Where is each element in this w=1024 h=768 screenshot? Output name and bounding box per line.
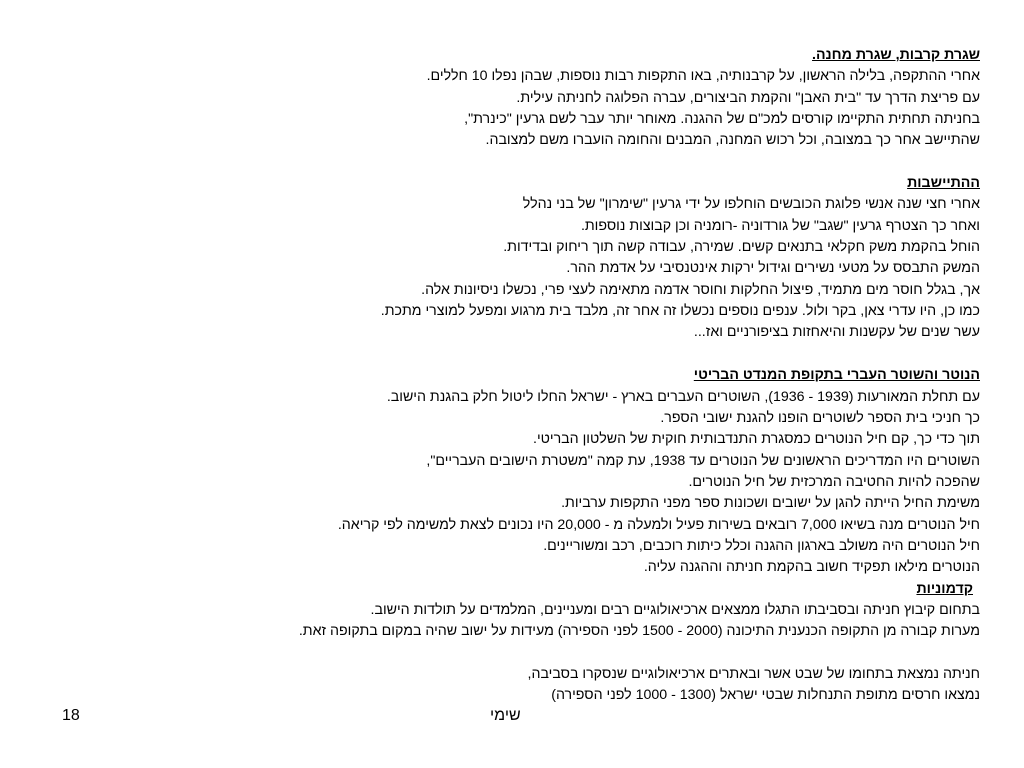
spacer xyxy=(100,643,980,664)
text-line: המשק התבסס על מטעי נשירים וגידול ירקות אינטנסיבי על אדמת ההר. xyxy=(566,260,980,277)
text-line: בחניתה תחתית התקיימו קורסים למכ"ם של ההגנה. מאוחר יותר עבר לשם גרעין "כינרת", xyxy=(464,111,980,128)
text-line: מערות קבורה מן התקופה הכנענית התיכונה (2000 - 1500 לפני הספירה) מעידות על ישוב שהיה במקום בתקופה זאת. xyxy=(298,623,980,640)
text-line: חניתה נמצאת בתחומו של שבט אשר ובאתרים ארכיאולוגיים שנסקרו בסביבה, xyxy=(527,665,980,682)
text-line: חיל הנוטרים היה משולב בארגון ההגנה וכלל כיתות רוכבים, רכב ומשוריינים. xyxy=(543,537,980,554)
text-line: הנוטרים מילאו תפקיד חשוב בהקמת חניתה וההגנה עליה. xyxy=(643,559,980,576)
text-line: נמצאו חרסים מתופת התנחלות שבטי ישראל (1300 - 1000 לפני הספירה) xyxy=(551,687,980,704)
text-line: חיל הנוטרים מנה בשיאו 7,000 רובאים בשירות פעיל ולמעלה מ - 20,000 היו נכונים לצאת למשימה לפי קריאה. xyxy=(337,516,980,533)
text-line: עם פריצת הדרך עד "בית האבן" והקמת הביצורים, עברה הפלוגה לחניתה עילית. xyxy=(516,89,980,106)
text-line: כך חניכי בית הספר לשוטרים הופנו להגנת ישובי הספר. xyxy=(660,409,980,426)
text-line: אך, בגלל חוסר מים מתמיד, פיצול החלקות וחוסר אדמה מתאימה לעצי פרי, נכשלו ניסיונות אלה. xyxy=(421,281,980,298)
text-line: שהפכה להיות החטיבה המרכזית של חיל הנוטרים. xyxy=(688,473,980,490)
document-body xyxy=(100,45,980,707)
text-line: השוטרים היו המדריכים הראשונים של הנוטרים עד 1938, עת קמה "משטרת הישובים העבריים", xyxy=(426,452,980,469)
section-heading-settlement: ההתיישבות xyxy=(907,175,980,192)
text-line: שהתיישב אחר כך במצובה, וכל רכוש המחנה, המבנים והחומה הועברו משם למצובה. xyxy=(485,132,980,149)
text-line: תוך כדי כך, קם חיל הנוטרים כמסגרת התנדבותית חוקית של השלטון הבריטי. xyxy=(533,431,980,448)
text-line: עם תחלת המאורעות (1939 - 1936), השוטרים העברים בארץ - ישראל החלו ליטול חלק בהגנת הישוב. xyxy=(386,388,980,405)
text-line: עשר שנים של עקשנות והיאחזות בציפורניים ואז... xyxy=(693,324,980,341)
text-line: הוחל בהקמת משק חקלאי בתנאים קשים. שמירה, עבודה קשה תוך ריחוק ובדידות. xyxy=(503,239,980,256)
text-line: כמו כן, היו עדרי צאן, בקר ולול. ענפים נוספים נכשלו זה אחר זה, מלבד בית מרגוע ומפעל למוצרי מתכת. xyxy=(380,303,980,320)
footer-author-name: שימי xyxy=(490,707,521,724)
section-heading-antiquities: קדמוניות xyxy=(916,580,973,597)
text-line: אחרי חצי שנה אנשי פלוגת הכובשים הוחלפו על ידי גרעין "שימרון" של בני נהלל xyxy=(522,196,980,213)
text-line: ואחר כך הצטרף גרעין "שגב" של גורדוניה -רומניה וכן קבוצות נוספות. xyxy=(580,217,980,234)
text-line: משימת החיל הייתה להגן על ישובים ושכונות ספר מפני התקפות ערביות. xyxy=(561,495,980,512)
spacer xyxy=(100,344,980,365)
page-number: 18 xyxy=(62,707,80,724)
text-line: אחרי ההתקפה, בלילה הראשון, על קרבנותיה, באו התקפות רבות נוספות, שבהן נפלו 10 חללים. xyxy=(426,68,980,85)
text-line: בתחום קיבוץ חניתה ובסביבתו התגלו ממצאים ארכיאולוגיים רבים ומעניינים, המלמדים על תולדות הישוב. xyxy=(370,601,980,618)
spacer xyxy=(100,152,980,173)
section-heading-camp-routine: שגרת קרבות, שגרת מחנה. xyxy=(812,47,980,63)
section-heading-notrim: הנוטר והשוטר העברי בתקופת המנדט הבריטי xyxy=(693,367,980,384)
